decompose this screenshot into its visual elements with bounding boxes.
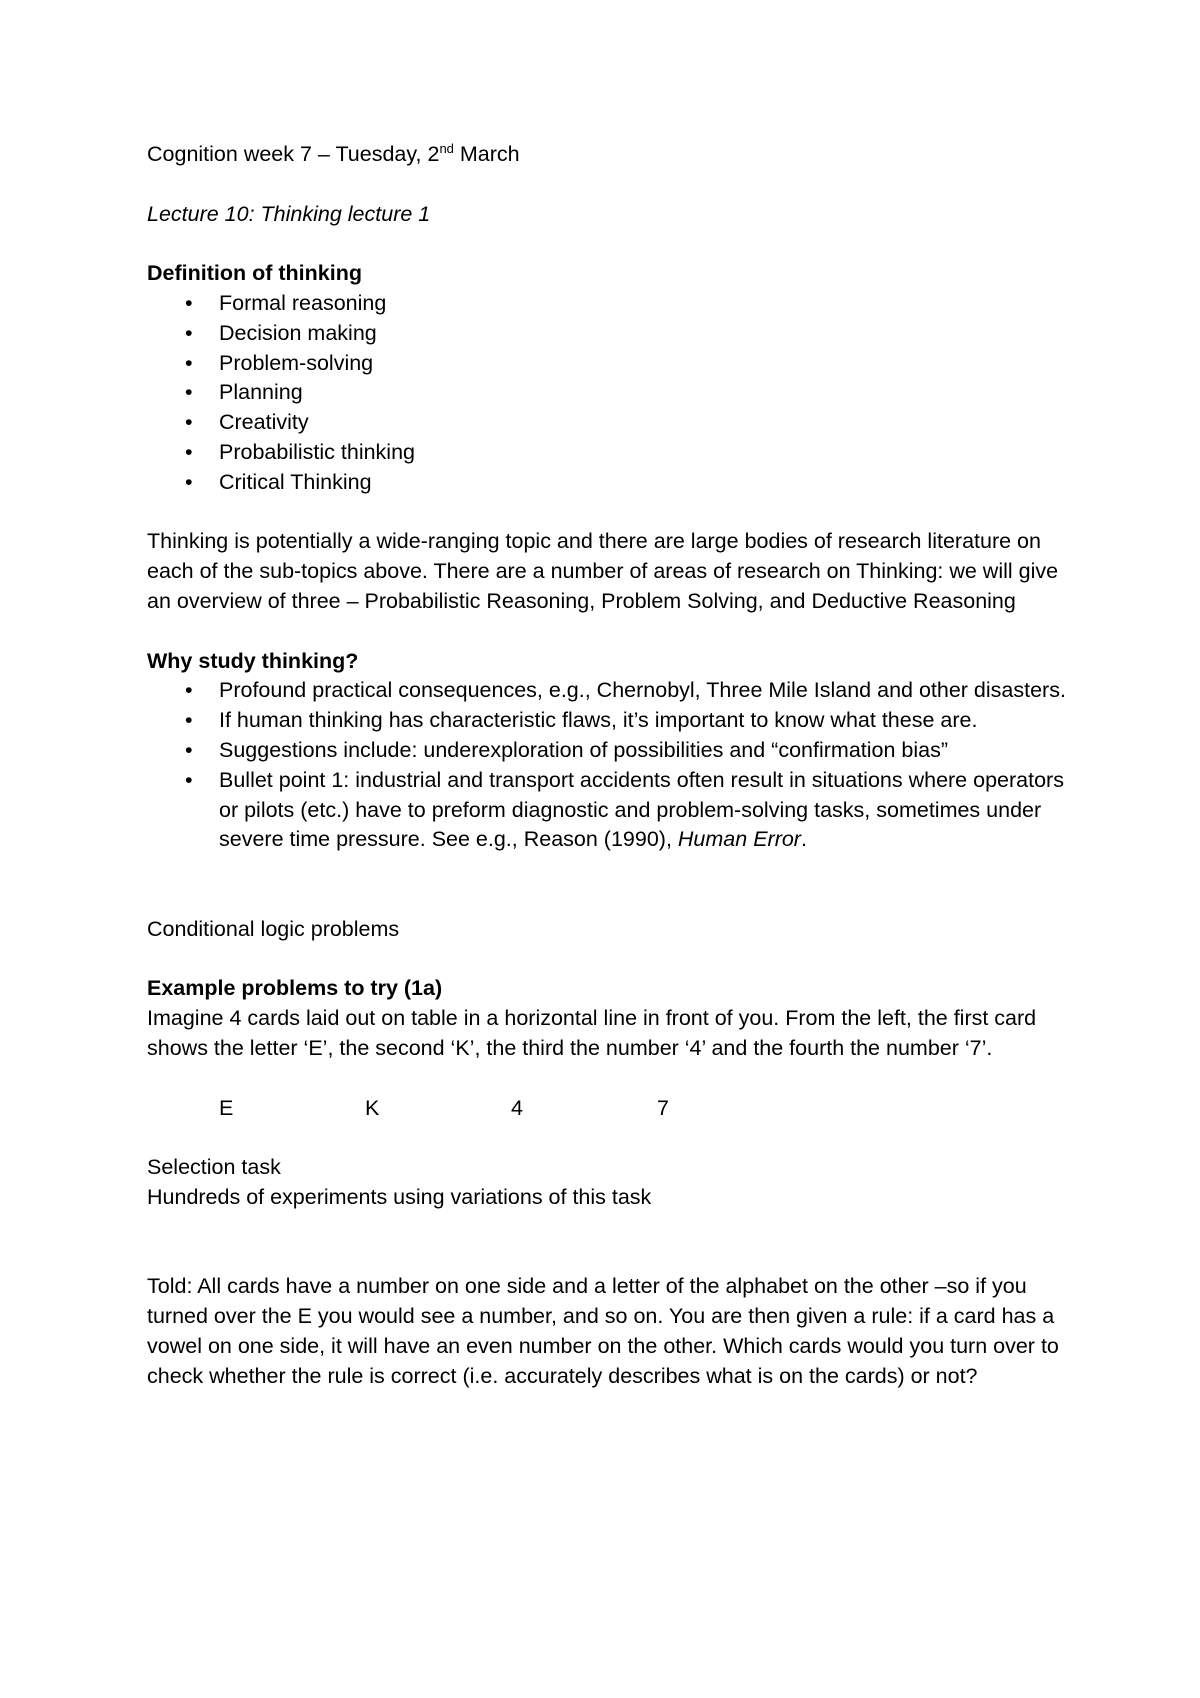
selection-subtitle: Hundreds of experiments using variations of this task xyxy=(147,1184,652,1209)
card-label: E xyxy=(219,1095,234,1120)
why-study-list xyxy=(147,676,1077,855)
title-text-end: March xyxy=(453,142,520,166)
list-item: • Formal reasoning xyxy=(147,289,1077,319)
list-item: • Problem-solving xyxy=(147,349,1077,379)
lecture-title: Lecture 10: Thinking lecture 1 xyxy=(147,201,431,226)
told-paragraph: Told: All cards have a number on one side and a letter of the alphabet on the other –so if you turned over the E you would see a number, and so on. You are then given a rule: if a card has a vowel on one side, it will have an even number on the other. Which cards would you turn over to check whether the rule is correct (i.e. accurately describes what is on the cards) or not? xyxy=(147,1274,1059,1388)
definition-heading: Definition of thinking xyxy=(147,261,362,286)
list-item: • If human thinking has characteristic flaws, it’s important to know what these are. xyxy=(147,706,1077,736)
list-item-last xyxy=(147,766,1077,855)
example-text: Imagine 4 cards laid out on table in a horizontal line in front of you. From the left, the first card shows the letter ‘E’, the second ‘K’, the third the number ‘4’ and the fourth the number ‘7’. xyxy=(147,1006,1037,1060)
document-page xyxy=(147,140,1077,1391)
list-item-text: Bullet point 1: industrial and transport accidents often result in situations where operators or pilots (etc.) have to preform diagnostic and problem-solving tasks, sometimes under severe time pressure. See e.g., Reason (1990), xyxy=(219,767,1064,852)
example-heading: Example problems to try (1a) xyxy=(147,976,443,1001)
card-label: 7 xyxy=(657,1095,669,1120)
conditional-heading: Conditional logic problems xyxy=(147,916,400,941)
card-label: K xyxy=(365,1095,380,1120)
list-item: • Profound practical consequences, e.g., Chernobyl, Three Mile Island and other disasters. xyxy=(147,676,1077,706)
list-item: • Probabilistic thinking xyxy=(147,438,1077,468)
intro-paragraph: Thinking is potentially a wide-ranging topic and there are large bodies of research literature on each of the sub-topics above. There are a number of areas of research on Thinking: we will give an overview of three – Probabilistic Reasoning, Problem Solving, and Deductive Reasoning xyxy=(147,529,1059,613)
list-item: • Creativity xyxy=(147,408,1077,438)
title-text: Cognition week 7 – Tuesday, 2 xyxy=(147,142,440,166)
document-title xyxy=(147,140,1077,170)
why-study-heading: Why study thinking? xyxy=(147,648,359,673)
cards-row xyxy=(147,1094,1077,1124)
list-item: • Planning xyxy=(147,378,1077,408)
list-item: • Suggestions include: underexploration of possibilities and “confirmation bias” xyxy=(147,736,1077,766)
selection-title: Selection task xyxy=(147,1155,281,1180)
definition-list xyxy=(147,289,1077,498)
list-item: • Decision making xyxy=(147,319,1077,349)
title-superscript: nd xyxy=(439,141,454,156)
card-label: 4 xyxy=(511,1095,523,1120)
list-item-end: . xyxy=(800,827,807,852)
book-title: Human Error xyxy=(677,827,801,852)
list-item: • Critical Thinking xyxy=(147,468,1077,498)
